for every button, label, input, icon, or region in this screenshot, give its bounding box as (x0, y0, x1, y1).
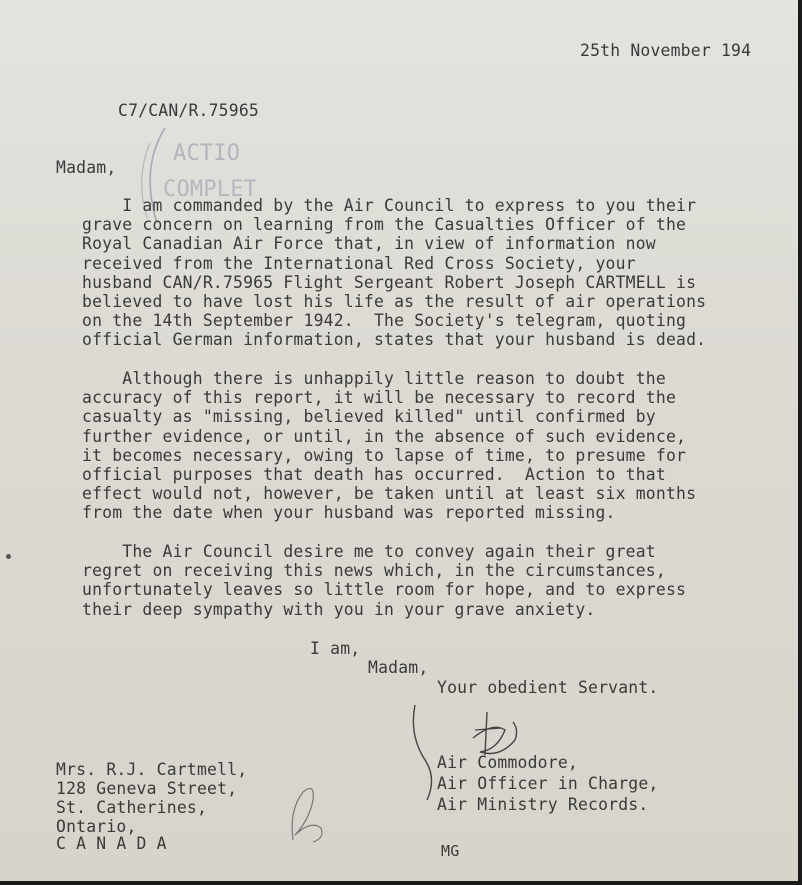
stamp-line-1: ACTIO (173, 141, 241, 166)
para3-line-1: The Air Council desire me to convey again their great (82, 542, 656, 561)
address-line-2: 128 Geneva Street, (56, 779, 238, 798)
address-line-1: Mrs. R.J. Cartmell, (56, 760, 248, 779)
para3-line-3: unfortunately leaves so little room for hope, and to express (82, 580, 687, 600)
para1-line-7: on the 14th September 1942. The Society's telegram, quoting (82, 311, 687, 331)
paper-mark (6, 554, 11, 559)
reference-number: C7/CAN/R.75965 (118, 101, 259, 120)
closing-line-3: Your obedient Servant. (437, 678, 659, 697)
signatory-line-1: Air Commodore, (437, 753, 578, 772)
para2-line-8: from the date when your husband was reported missing. (82, 503, 616, 523)
para2-line-6: official purposes that death has occurred. Action to that (82, 465, 666, 485)
closing-line-1: I am, (310, 639, 361, 658)
address-line-4: Ontario, (56, 817, 137, 836)
stamp-line-2: COMPLET (163, 177, 258, 202)
letter-date: 25th November 194 (580, 41, 752, 60)
para1-line-3: Royal Canadian Air Force that, in view of information now (82, 234, 656, 254)
para1-line-5: husband CAN/R.75965 Flight Sergeant Robert Joseph CARTMELL is (82, 272, 697, 292)
address-line-5: C A N A D A (56, 834, 167, 853)
salutation: Madam, (56, 158, 117, 177)
para1-line-6: believed to have lost his life as the result of air operations (82, 292, 707, 312)
paragraph-1 (82, 196, 782, 350)
address-line-3: St. Catherines, (56, 798, 208, 817)
closing-line-2: Madam, (368, 658, 429, 677)
para1-line-1: I am commanded by the Air Council to express to you their (82, 196, 697, 215)
para1-line-2: grave concern on learning from the Casualties Officer of the (82, 215, 687, 235)
para1-line-8: official German information, states that your husband is dead. (82, 330, 707, 350)
typist-initials: MG (441, 842, 460, 860)
scan-edge-bottom (0, 881, 802, 885)
para2-line-1: Although there is unhappily little reason to doubt the (82, 369, 666, 388)
paragraph-2 (82, 369, 782, 523)
signatory-line-2: Air Officer in Charge, (437, 774, 659, 793)
para2-line-4: further evidence, or until, in the absence of such evidence, (82, 426, 687, 446)
paragraph-3 (82, 542, 782, 619)
para3-line-2: regret on receiving this news which, in the circumstances, (82, 561, 666, 581)
para2-line-5: it becomes necessary, owing to lapse of time, to presume for (82, 445, 687, 465)
para3-line-4: their deep sympathy with you in your grave anxiety. (82, 599, 596, 619)
handwritten-initials (283, 780, 333, 850)
para2-line-7: effect would not, however, be taken until at least six months (82, 484, 697, 504)
para2-line-2: accuracy of this report, it will be necessary to record the (82, 388, 677, 408)
para2-line-3: casualty as "missing, believed killed" until confirmed by (82, 407, 656, 427)
para1-line-4: received from the International Red Cross Society, your (82, 253, 636, 273)
signatory-line-3: Air Ministry Records. (437, 795, 649, 814)
scan-edge-right (798, 0, 802, 885)
